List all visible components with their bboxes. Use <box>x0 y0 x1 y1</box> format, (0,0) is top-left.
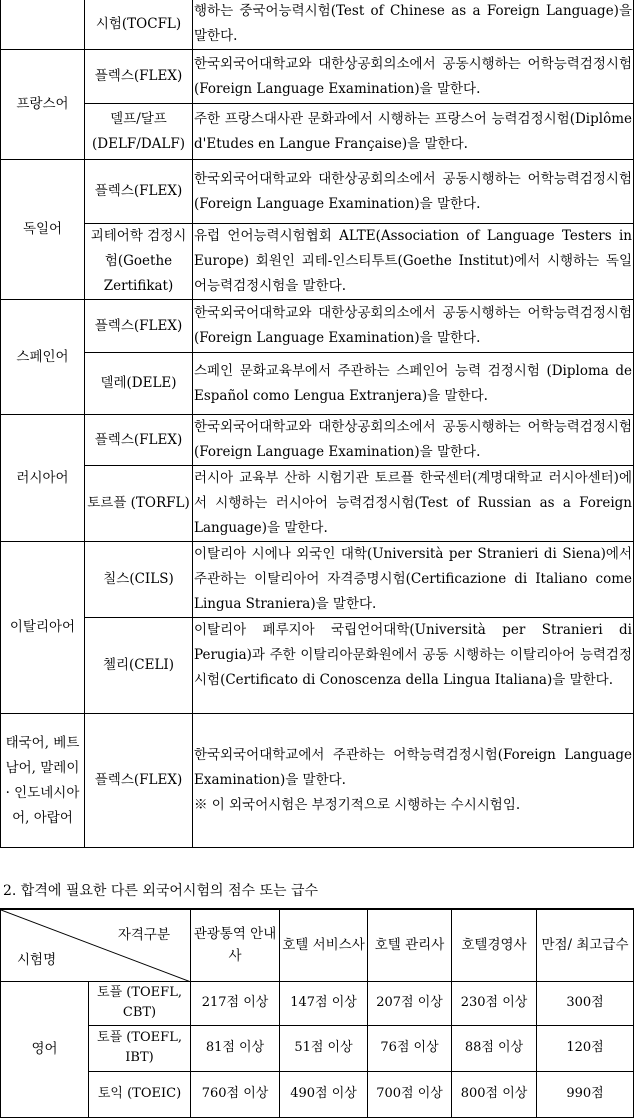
score-cell: 51점 이상 <box>280 1025 368 1071</box>
lang-cell <box>1 0 85 50</box>
score-cell: 700점 이상 <box>368 1071 452 1117</box>
table-row <box>1 104 634 160</box>
exam-cell: 플렉스(FLEX) <box>85 160 193 224</box>
lang-cell: 태국어, 베트남어, 말레이 · 인도네시아어, 아랍어 <box>1 714 85 848</box>
section-heading: 2. 합격에 필요한 다른 외국어시험의 점수 또는 급수 <box>3 883 318 899</box>
desc-cell: 이탈리아 시에나 외국인 대학(Università per Stranieri di Siena)에서 주관하는 이탈리아어 자격증명시험(Certificazione di Italiano come Lingua Straniera)을 말한다. <box>193 542 634 618</box>
lang-cell: 이탈리아어 <box>1 542 85 714</box>
table-row <box>1 542 634 618</box>
exam-cell: 토익 (TOEIC) <box>89 1071 191 1117</box>
score-cell: 81점 이상 <box>191 1025 280 1071</box>
exam-cell: 플렉스(FLEX) <box>85 415 193 466</box>
table-row <box>1 1025 634 1071</box>
desc-text: 한국외국어대학교에서 주관하는 어학능력검정시험(Foreign Language Examination)을 말한다. <box>194 747 632 788</box>
desc-cell: 한국외국어대학교와 대한상공회의소에서 공동시행하는 어학능력검정시험 (Foreign Language Examination)을 말한다. <box>193 160 634 224</box>
column-header: 만점/ 최고급수 <box>537 909 634 981</box>
column-header: 호텔경영사 <box>452 909 537 981</box>
table-row <box>1 415 634 466</box>
desc-cell: 한국외국어대학교와 대한상공회의소에서 공동시행하는 어학능력검정시험 (Foreign Language Examination)을 말한다. <box>193 415 634 466</box>
exam-cell: 델프/달프 (DELF/DALF) <box>85 104 193 160</box>
desc-cell: 행하는 중국어능력시험(Test of Chinese as a Foreign Language)을 말한다. <box>193 0 634 50</box>
table-row <box>1 466 634 542</box>
table-row <box>1 50 634 104</box>
score-cell: 300점 <box>537 981 634 1025</box>
exam-cell: 플렉스(FLEX) <box>85 714 193 848</box>
table-row <box>1 714 634 848</box>
desc-cell: 유럽 언어능력시험협회 ALTE(Association of Language Testers in Europe) 회원인 괴테-인스티투트(Goethe Institut)에서 시행하는 독일어능력검정시험을 말한다. <box>193 224 634 300</box>
column-header: 관광통역 안내사 <box>191 909 280 981</box>
score-cell: 76점 이상 <box>368 1025 452 1071</box>
column-header: 호텔 서비스사 <box>280 909 368 981</box>
exam-cell: 첼리(CELI) <box>85 618 193 714</box>
score-cell: 990점 <box>537 1071 634 1117</box>
lang-cell: 프랑스어 <box>1 50 85 160</box>
exam-cell: 플렉스(FLEX) <box>85 50 193 104</box>
exam-cell: 플렉스(FLEX) <box>85 300 193 353</box>
diagonal-line <box>1 910 191 982</box>
lang-cell: 러시아어 <box>1 415 85 542</box>
score-cell: 120점 <box>537 1025 634 1071</box>
table-row <box>1 618 634 714</box>
note-text: ※ 이 외국어시험은 부정기적으로 시행하는 수시시험임. <box>194 797 521 813</box>
desc-cell: 주한 프랑스대사관 문화과에서 시행하는 프랑스어 능력검정시험(Diplôme d'Etudes en Langue Française)을 말한다. <box>193 104 634 160</box>
score-cell: 88점 이상 <box>452 1025 537 1071</box>
exam-cell: 괴테어학 검정시험(Goethe Zertifikat) <box>85 224 193 300</box>
exam-cell: 칠스(CILS) <box>85 542 193 618</box>
score-cell: 147점 이상 <box>280 981 368 1025</box>
exam-cell: 시험(TOCFL) <box>85 0 193 50</box>
exam-cell: 토르플 (TORFL) <box>85 466 193 542</box>
lang-cell: 독일어 <box>1 160 85 300</box>
exam-cell: 델레(DELE) <box>85 353 193 415</box>
table-row <box>1 160 634 224</box>
table-row <box>1 353 634 415</box>
desc-cell: 스페인 문화교육부에서 주관하는 스페인어 능력 검정시험 (Diploma de Español como Lengua Extranjera)을 말한다. <box>193 353 634 415</box>
table-row <box>1 981 634 1025</box>
score-cell: 207점 이상 <box>368 981 452 1025</box>
lang-cell: 스페인어 <box>1 300 85 415</box>
desc-cell: 한국외국어대학교와 대한상공회의소에서 공동시행하는 어학능력검정시험 (Foreign Language Examination)을 말한다. <box>193 300 634 353</box>
exam-cell: 토플 (TOEFL, IBT) <box>89 1025 191 1071</box>
language-cell: 영어 <box>1 981 89 1117</box>
table-row <box>1 1071 634 1117</box>
exam-cell: 토플 (TOEFL, CBT) <box>89 981 191 1025</box>
score-cell: 760점 이상 <box>191 1071 280 1117</box>
category-label: 자격구분 <box>117 927 170 943</box>
desc-cell: 이탈리아 페루지아 국립언어대학(Università per Stranieri di Perugia)과 주한 이탈리아문화원에서 공동 시행하는 이탈리아어 능력검정시험(Certificato di Conoscenza della Lingua Italiana)을 말한다. <box>193 618 634 714</box>
table-row <box>1 300 634 353</box>
score-cell: 490점 이상 <box>280 1071 368 1117</box>
desc-cell: 러시아 교육부 산하 시험기관 토르플 한국센터(계명대학교 러시아센터)에서 시행하는 러시아어 능력검정시험(Test of Russian as a Foreign Language)을 말한다. <box>193 466 634 542</box>
header-row <box>1 909 634 981</box>
table-row <box>1 224 634 300</box>
column-header: 호텔 관리사 <box>368 909 452 981</box>
score-cell: 230점 이상 <box>452 981 537 1025</box>
score-cell: 800점 이상 <box>452 1071 537 1117</box>
desc-cell: 한국외국어대학교와 대한상공회의소에서 공동시행하는 어학능력검정시험 (Foreign Language Examination)을 말한다. <box>193 50 634 104</box>
score-table <box>0 908 634 1118</box>
exam-name-label: 시험명 <box>17 951 57 968</box>
diagonal-header-cell <box>1 909 191 981</box>
desc-cell <box>193 714 634 848</box>
score-cell: 217점 이상 <box>191 981 280 1025</box>
table-row <box>1 0 634 50</box>
